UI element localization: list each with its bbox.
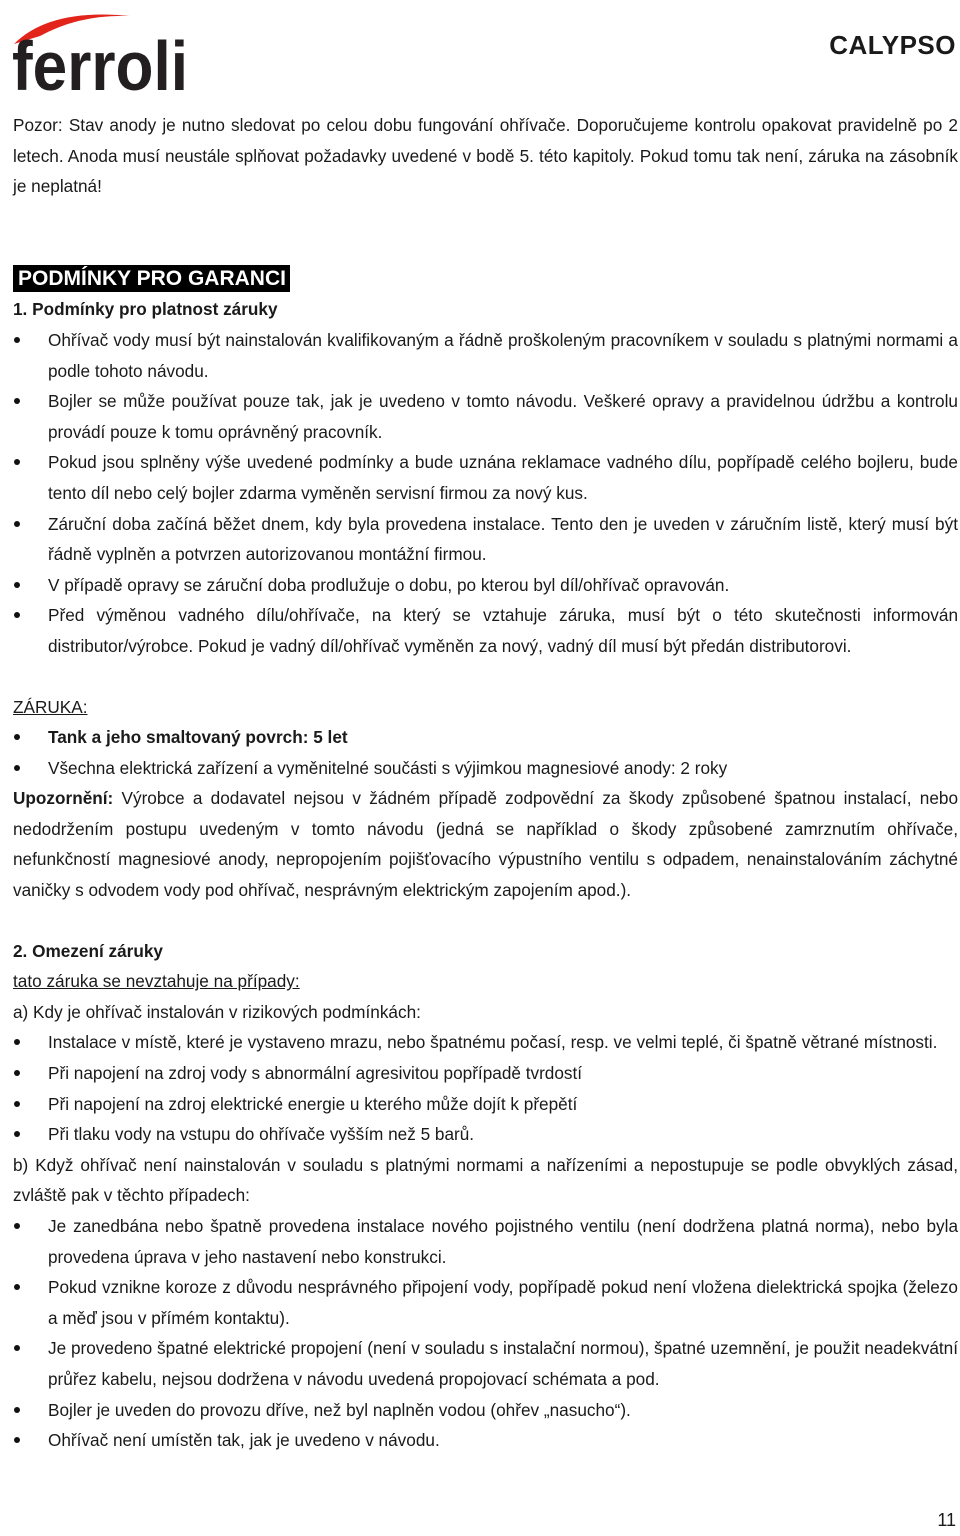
list-item: Bojler se může používat pouze tak, jak je uvedeno v tomto návodu. Veškeré opravy a pravidelnou údržbu a kontrolu provádí pouze k tomu oprávněný pracovník. <box>13 386 958 447</box>
warranty-list <box>13 722 958 783</box>
limits-subheading: tato záruka se nevztahuje na případy: <box>13 971 300 992</box>
list-item: Ohřívač není umístěn tak, jak je uvedeno v návodu. <box>13 1425 958 1456</box>
ferroli-logo <box>10 4 190 105</box>
notice-text: Výrobce a dodavatel nejsou v žádném případě zodpovědní za škody způsobené špatnou instalací, nebo nedodržením postupu uvedeným v tomto návodu (jedná se například o škody způsobené zamrznutím ohřívače, nefunkčností magnesiové anody, nepropojením pojišťovacího výpustního ventilu s odpadem, nenainstalováním záchytné vaničky s odvodem vody pod ohřívač, nesprávným elektrickým zapojením apod.). <box>13 788 958 901</box>
limits-heading: 2. Omezení záruky <box>13 940 163 961</box>
list-item: Při napojení na zdroj elektrické energie u kterého může dojít k přepětí <box>13 1089 958 1120</box>
list-item: Před výměnou vadného dílu/ohřívače, na který se vztahuje záruka, musí být o této skutečnosti informován distributor/výrobce. Pokud je vadný díl/ohřívač vyměněn za nový, vadný díl musí být předán distributorovi. <box>13 600 958 661</box>
list-item: Záruční doba začíná běžet dnem, kdy byla provedena instalace. Tento den je uveden v záručním listě, který musí být řádně vyplněn a potvrzen autorizovanou montážní firmou. <box>13 509 958 570</box>
case-a: a) Kdy je ohřívač instalován v rizikových podmínkách: <box>13 1001 421 1022</box>
logo-text: ferroli <box>12 27 188 105</box>
list-item: Instalace v místě, které je vystaveno mrazu, nebo špatnému počasí, resp. ve velmi teplé, či špatně větrané místnosti. <box>13 1027 958 1058</box>
section-title: PODMÍNKY PRO GARANCI <box>13 265 290 292</box>
anode-warning: Pozor: Stav anody je nutno sledovat po celou dobu fungování ohřívače. Doporučujeme kontrolu opakovat pravidelně po 2 letech. Anoda musí neustále splňovat požadavky uvedené v bodě 5. této kapitoly. Pokud tomu tak není, záruka na zásobník je neplatná! <box>13 115 958 197</box>
list-item: Je provedeno špatné elektrické propojení (není v souladu s instalační normou), špatné uzemnění, je použit neadekvátní průřez kabelu, nejsou dodržena v návodu uvedená propojovací schémata a pod. <box>13 1333 958 1394</box>
notice-label: Upozornění: <box>13 788 114 809</box>
list-item: Je zanedbána nebo špatně provedena instalace nového pojistného ventilu (není dodržena platná norma), nebo byla provedena úprava v jeho nastavení nebo konstrukci. <box>13 1211 958 1272</box>
case-b: b) Když ohřívač není nainstalován v souladu s platnými normami a nařízeními a nepostupuje se podle obvyklých zásad, zvláště pak v těchto případech: <box>13 1154 958 1206</box>
list-item: Pokud jsou splněny výše uvedené podmínky a bude uznána reklamace vadného dílu, popřípadě celého bojleru, bude tento díl nebo celý bojler zdarma vyměněn servisní firmou za nový kus. <box>13 447 958 508</box>
list-item: Pokud vznikne koroze z důvodu nesprávného připojení vody, popřípadě pokud není vložena dielektrická spojka (železo a měď jsou v přímém kontaktu). <box>13 1272 958 1333</box>
document-body <box>13 110 958 1456</box>
warranty-heading: ZÁRUKA: <box>13 696 88 717</box>
list-item: Tank a jeho smaltovaný povrch: 5 let <box>13 722 958 753</box>
conditions-heading: 1. Podmínky pro platnost záruky <box>13 299 278 320</box>
list-item: Bojler je uveden do provozu dříve, než byl naplněn vodou (ohřev „nasucho“). <box>13 1395 958 1426</box>
model-name: CALYPSO <box>829 30 956 60</box>
conditions-list <box>13 325 958 662</box>
warranty-notice <box>13 783 958 905</box>
list-item: Ohřívač vody musí být nainstalován kvalifikovaným a řádně proškoleným pracovníkem v souladu s platnými normami a podle tohoto návodu. <box>13 325 958 386</box>
case-b-list <box>13 1211 958 1456</box>
list-item: Při napojení na zdroj vody s abnormální agresivitou popřípadě tvrdostí <box>13 1058 958 1089</box>
case-a-list <box>13 1027 958 1149</box>
page-number: 11 <box>937 1510 956 1530</box>
ferroli-logo-graphic <box>10 4 190 105</box>
list-item: Při tlaku vody na vstupu do ohřívače vyšším než 5 barů. <box>13 1119 958 1150</box>
list-item: Všechna elektrická zařízení a vyměnitelné součásti s výjimkou magnesiové anody: 2 roky <box>13 753 958 784</box>
list-item: V případě opravy se záruční doba prodlužuje o dobu, po kterou byl díl/ohřívač opravován. <box>13 570 958 601</box>
